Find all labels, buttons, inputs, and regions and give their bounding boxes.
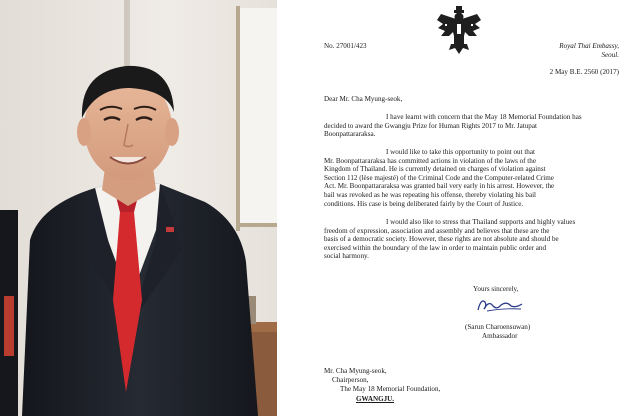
embassy-letter	[283, 0, 640, 416]
paragraph-line: social harmony.	[324, 252, 369, 261]
addressee-organization: The May 18 Memorial Foundation,	[340, 385, 441, 393]
paragraph-line: Kingdom of Thailand. He is currently detained on charges of violation against	[324, 165, 546, 174]
paragraph-line: bail was revoked as he was repeating his offense, thereby violating his bail	[324, 190, 537, 199]
paragraph-line: Section 112 (lèse majesté) of the Criminal Code and the Computer-related Crime	[324, 173, 554, 182]
paragraph-line: I would also like to stress that Thailand supports and highly values	[386, 218, 576, 226]
paragraph-3	[324, 218, 619, 261]
paragraph-line: Act. Mr. Boonpattararaksa was granted bail very early in his arrest. However, the	[324, 182, 555, 191]
paragraph-line: basis of a democratic society. However, these rights are not absolute and should be	[324, 235, 559, 244]
ambassador-photo	[0, 0, 277, 416]
addressee-name: Mr. Cha Myung-seok,	[324, 367, 387, 375]
ambassador-photo-illustration	[0, 0, 277, 416]
paragraph-line: conditions. His case is being deliberated fairly by the Court of Justice.	[324, 199, 524, 208]
addressee-role: Chairperson,	[332, 376, 369, 384]
paragraph-2	[324, 148, 619, 208]
signature	[475, 296, 525, 314]
paragraph-line: Mr. Boonpattararaksa has committed actions in violation of the laws of the	[324, 156, 536, 165]
paragraph-line: Boonpattararaksa.	[324, 130, 376, 139]
reference-number: No. 27001/423	[324, 42, 367, 50]
paragraph-line: I have learnt with concern that the May 18 Memorial Foundation has	[386, 113, 582, 121]
paragraph-1	[324, 113, 619, 139]
salutation: Dear Mr. Cha Myung-seok,	[324, 95, 403, 103]
paragraph-line: I would like to take this opportunity to point out that	[386, 148, 535, 156]
signer-title: Ambassador	[482, 332, 518, 340]
letter-date: 2 May B.E. 2560 (2017)	[549, 68, 619, 76]
sender-city: Seoul.	[601, 51, 619, 59]
closing: Yours sincerely,	[473, 285, 519, 293]
paragraph-line: exercised within the boundary of the law in order to maintain public order and	[324, 243, 547, 252]
paragraph-line: decided to award the Gwangju Prize for Human Rights 2017 to Mr. Jatupat	[324, 121, 537, 130]
signer-name: (Sarun Charoensuwan)	[465, 323, 531, 331]
sender-name: Royal Thai Embassy,	[559, 42, 619, 50]
paragraph-line: freedom of expression, association and assembly and believes that these are the	[324, 226, 550, 235]
garuda-emblem-icon	[435, 6, 483, 56]
addressee-city: GWANGJU.	[356, 395, 395, 403]
